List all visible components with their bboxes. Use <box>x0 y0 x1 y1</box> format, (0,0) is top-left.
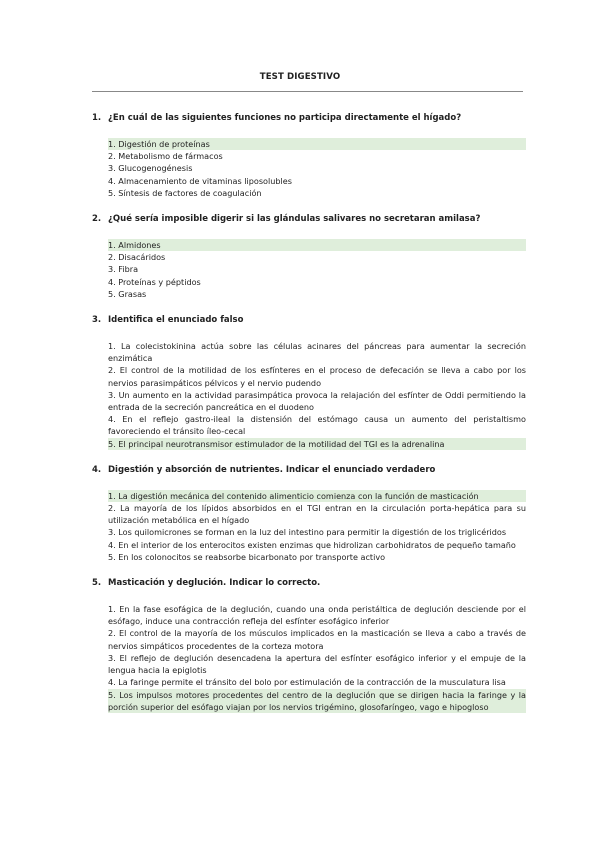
question-header <box>92 314 526 326</box>
option-correct: 5. El principal neurotransmisor estimulador de la motilidad del TGI es la adrenalina <box>108 438 526 450</box>
option: 3. Los quilomicrones se forman en la luz del intestino para permitir la digestión de los triglicéridos <box>108 527 507 538</box>
option: 3. Fibra <box>108 264 139 275</box>
question-header <box>92 464 526 476</box>
option-correct: 5. Los impulsos motores procedentes del centro de la deglución que se dirigen hacia la faringe y la porción superior del esófago viajan por los nervios trigémino, glosofaríngeo, vago e hipogloso <box>108 689 526 712</box>
question-4 <box>92 464 526 563</box>
option: 5. Síntesis de factores de coagulación <box>108 187 262 198</box>
option: 2. Disacáridos <box>108 252 166 263</box>
option-correct: 1. Digestión de proteínas <box>108 138 526 150</box>
options-list <box>92 239 526 300</box>
question-text: Digestión y absorción de nutrientes. Indicar el enunciado verdadero <box>108 464 436 475</box>
question-text: Identifica el enunciado falso <box>108 315 244 326</box>
question-header <box>92 577 526 589</box>
option: 2. El control de la mayoría de los músculos implicados en la masticación se lleva a cabo a través de nervios simpáticos procedentes de la corteza motora <box>108 628 526 651</box>
options-list <box>92 340 526 450</box>
question-3 <box>92 314 526 450</box>
option-correct: 1. La digestión mecánica del contenido alimenticio comienza con la función de masticación <box>108 490 526 502</box>
question-text: ¿En cuál de las siguientes funciones no participa directamente el hígado? <box>108 113 462 123</box>
option: 5. Grasas <box>108 288 147 299</box>
option: 4. Proteínas y péptidos <box>108 276 201 287</box>
option: 5. En los colonocitos se reabsorbe bicarbonato por transporte activo <box>108 551 386 562</box>
option: 2. La mayoría de los lípidos absorbidos en el TGI entran en la circulación porta-hepática para su utilización metabólica en el hígado <box>108 503 526 526</box>
question-1 <box>92 112 526 199</box>
option: 4. La faringe permite el tránsito del bolo por estimulación de la contracción de la musculatura lisa <box>108 677 506 688</box>
question-header <box>92 112 526 124</box>
option: 3. Glucogenogénesis <box>108 163 193 174</box>
question-text: ¿Qué sería imposible digerir si las glándulas salivares no secretaran amilasa? <box>108 214 481 225</box>
options-list <box>92 603 526 713</box>
option: 2. El control de la motilidad de los esfínteres en el proceso de defecación se lleva a cabo por los nervios parasimpáticos pélvicos y el nervio pudendo <box>108 365 526 388</box>
document-title: TEST DIGESTIVO <box>259 72 341 82</box>
options-list <box>92 138 526 199</box>
question-5 <box>92 577 526 713</box>
option: 1. En la fase esofágica de la deglución, cuando una onda peristáltica de deglución desciende por el esófago, induce una contracción refleja del esfínter esofágico inferior <box>108 604 526 627</box>
option: 2. Metabolismo de fármacos <box>108 151 223 162</box>
option-correct: 1. Almidones <box>108 239 526 251</box>
option: 4. Almacenamiento de vitaminas liposolubles <box>108 175 292 186</box>
question-number: 3. <box>92 315 102 326</box>
option: 3. Un aumento en la actividad parasimpática provoca la relajación del esfínter de Oddi permitiendo la entrada de la secreción pancreática en el duodeno <box>108 389 526 413</box>
question-number: 5. <box>92 578 102 589</box>
questions-list <box>92 112 526 723</box>
question-number: 1. <box>92 113 102 123</box>
option: 1. La colecistokinina actúa sobre las células acinares del páncreas para aumentar la secreción enzimática <box>108 341 526 364</box>
question-number: 4. <box>92 464 102 475</box>
question-header <box>92 213 526 225</box>
option: 4. En el reflejo gastro-ileal la distensión del estómago causa un aumento del peristaltismo favoreciendo el tránsito íleo-cecal <box>108 414 526 437</box>
question-number: 2. <box>92 214 102 225</box>
question-2 <box>92 213 526 300</box>
title-divider <box>92 91 523 92</box>
question-text: Masticación y deglución. Indicar lo correcto. <box>108 578 321 589</box>
option: 4. En el interior de los enterocitos existen enzimas que hidrolizan carbohidratos de pequeño tamaño <box>108 539 516 550</box>
options-list <box>92 490 526 563</box>
option: 3. El reflejo de deglución desencadena la apertura del esfínter esofágico inferior y el empuje de la lengua hacia la epiglotis <box>108 652 526 676</box>
